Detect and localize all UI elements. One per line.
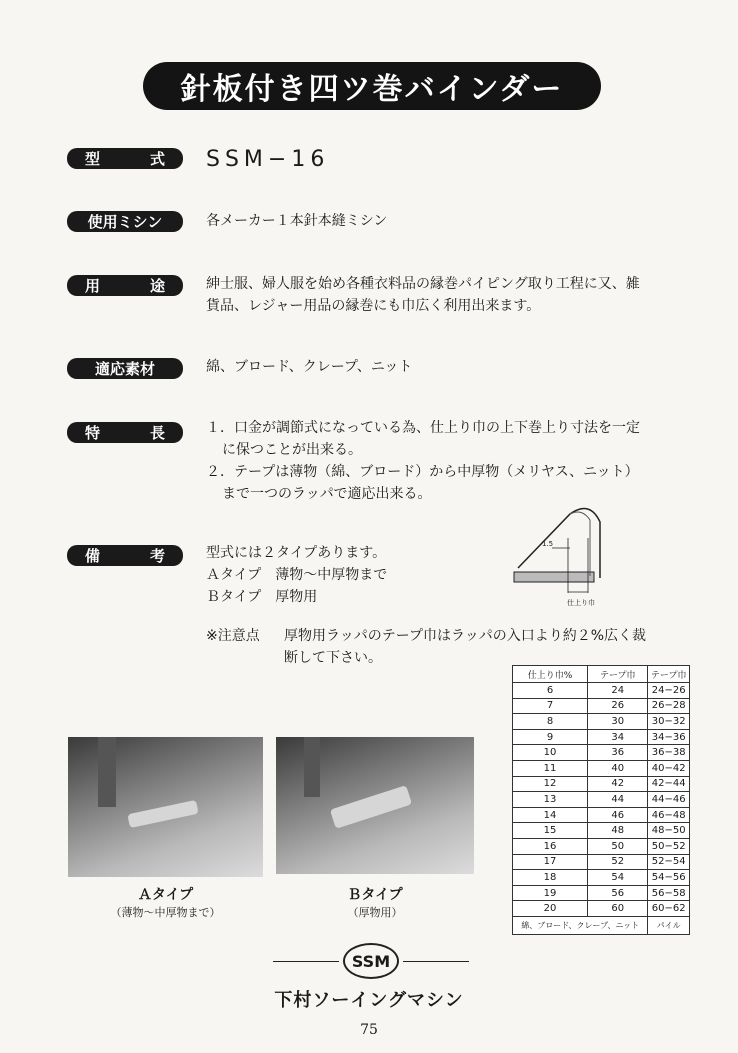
materials-value: 綿、ブロード、クレープ、ニット — [206, 359, 413, 375]
table-row — [513, 698, 690, 714]
label-features-b: 長 — [149, 424, 165, 442]
table-row — [513, 807, 690, 823]
usage-line: 紳士服、婦人服を始め各種衣料品の縁巻パイピング取り工程に又、雑 — [206, 276, 640, 292]
table-cell: 50−52 — [648, 838, 690, 854]
note-line: 厚物用ラッパのテープ巾はラッパの入口より約２%広く裁 — [284, 628, 647, 644]
table-cell: 30 — [588, 714, 648, 730]
usage-line: 貨品、レジャー用品の縁巻にも巾広く利用出来ます。 — [206, 298, 541, 314]
table-row — [513, 823, 690, 839]
table-cell: 24−26 — [648, 683, 690, 699]
remarks-line: Ａタイプ 薄物～中厚物まで — [206, 567, 388, 583]
label-materials: 適応素材 — [67, 358, 183, 379]
table-cell: 8 — [513, 714, 588, 730]
table-cell: 10 — [513, 745, 588, 761]
label-features — [67, 422, 183, 443]
label-remarks-a: 備 — [85, 547, 101, 565]
table-header: 仕上り巾% — [513, 666, 588, 683]
table-row — [513, 792, 690, 808]
table-cell: 15 — [513, 823, 588, 839]
table-cell: 54−56 — [648, 870, 690, 886]
model-value: SSM−16 — [206, 147, 330, 172]
caption-b-title: Ｂタイプ — [347, 887, 403, 903]
machine-value: 各メーカー１本針本縫ミシン — [206, 213, 388, 229]
table-cell: 44 — [588, 792, 648, 808]
table-cell: 56−58 — [648, 885, 690, 901]
features-line: １．口金が調節式になっている為、仕上り巾の上下巻上り寸法を一定 — [206, 420, 640, 436]
table-cell: 42−44 — [648, 776, 690, 792]
table-row — [513, 885, 690, 901]
table-cell: 52 — [588, 854, 648, 870]
table-cell: 34 — [588, 729, 648, 745]
table-cell: 60 — [588, 901, 648, 917]
table-cell: 18 — [513, 870, 588, 886]
table-cell: 17 — [513, 854, 588, 870]
table-cell: 56 — [588, 885, 648, 901]
caption-a-sub: （薄物～中厚物まで） — [110, 906, 221, 919]
label-model-a: 型 — [85, 150, 101, 168]
table-cell: 34−36 — [648, 729, 690, 745]
table-header: テープ巾 — [588, 666, 648, 683]
table-cell: 50 — [588, 838, 648, 854]
footer-rule-left — [273, 961, 339, 962]
footer-rule-right — [403, 961, 469, 962]
diagram-caption: 仕上り巾 — [567, 599, 595, 607]
table-body — [513, 683, 690, 917]
table-cell: 20 — [513, 901, 588, 917]
note-line: 断して下さい。 — [284, 650, 382, 666]
page-title: 針板付き四ツ巻バインダー — [143, 62, 601, 110]
table-cell: 60−62 — [648, 901, 690, 917]
table-row — [513, 683, 690, 699]
caption-a-title: Ａタイプ — [137, 887, 194, 903]
page-number: 75 — [360, 1022, 378, 1038]
table-cell: 9 — [513, 729, 588, 745]
table-footer: パイル — [648, 916, 690, 934]
label-usage-a: 用 — [85, 277, 101, 295]
binding-diagram — [512, 498, 622, 610]
spec-table — [512, 665, 690, 935]
table-cell: 26 — [588, 698, 648, 714]
table-cell: 36 — [588, 745, 648, 761]
table-row — [513, 901, 690, 917]
table-cell: 48 — [588, 823, 648, 839]
table-row — [513, 760, 690, 776]
company-name: 下村ソーイングマシン — [274, 990, 464, 1011]
caption-a — [68, 884, 263, 920]
photo-a-type — [68, 737, 263, 877]
remarks-line: 型式には２タイプあります。 — [206, 545, 387, 561]
label-model-b: 式 — [149, 150, 165, 168]
table-footer: 綿、ブロード、クレープ、ニット — [513, 916, 648, 934]
label-model — [67, 148, 183, 169]
table-cell: 24 — [588, 683, 648, 699]
note-label: ※注意点 — [206, 628, 260, 644]
label-machine: 使用ミシン — [67, 211, 183, 232]
table-cell: 40 — [588, 760, 648, 776]
table-cell: 6 — [513, 683, 588, 699]
table-cell: 42 — [588, 776, 648, 792]
features-line: ２．テープは薄物（綿、ブロード）から中厚物（メリヤス、ニット） — [206, 464, 639, 480]
table-header: テープ巾 — [648, 666, 690, 683]
table-cell: 48−50 — [648, 823, 690, 839]
usage-text — [206, 273, 640, 317]
features-text — [206, 417, 640, 505]
features-line: まで一つのラッパで適応出来る。 — [222, 486, 432, 502]
table-cell: 54 — [588, 870, 648, 886]
table-cell: 12 — [513, 776, 588, 792]
label-remarks — [67, 545, 183, 566]
label-remarks-b: 考 — [149, 547, 165, 565]
remarks-text — [206, 542, 387, 608]
table-row — [513, 714, 690, 730]
table-row — [513, 870, 690, 886]
table-cell: 19 — [513, 885, 588, 901]
table-cell: 46 — [588, 807, 648, 823]
table-cell: 30−32 — [648, 714, 690, 730]
label-usage — [67, 275, 183, 296]
ssm-logo: SSM — [343, 943, 399, 979]
table-row — [513, 838, 690, 854]
table-row — [513, 776, 690, 792]
remarks-line: Ｂタイプ 厚物用 — [206, 589, 318, 605]
table-cell: 14 — [513, 807, 588, 823]
features-line: に保つことが出来る。 — [222, 442, 362, 458]
table-row — [513, 729, 690, 745]
table-cell: 26−28 — [648, 698, 690, 714]
table-cell: 11 — [513, 760, 588, 776]
table-cell: 7 — [513, 698, 588, 714]
table-cell: 16 — [513, 838, 588, 854]
table-row — [513, 745, 690, 761]
table-cell: 40−42 — [648, 760, 690, 776]
table-cell: 52−54 — [648, 854, 690, 870]
caption-b — [276, 884, 474, 920]
caption-b-sub: （厚物用） — [347, 906, 403, 919]
label-features-a: 特 — [85, 424, 101, 442]
photo-b-type — [276, 737, 474, 874]
table-cell: 36−38 — [648, 745, 690, 761]
table-cell: 46−48 — [648, 807, 690, 823]
diagram-dim: 1.5 — [542, 540, 554, 548]
label-usage-b: 途 — [149, 277, 165, 295]
table-cell: 13 — [513, 792, 588, 808]
table-cell: 44−46 — [648, 792, 690, 808]
table-row — [513, 854, 690, 870]
note-text — [284, 625, 646, 669]
